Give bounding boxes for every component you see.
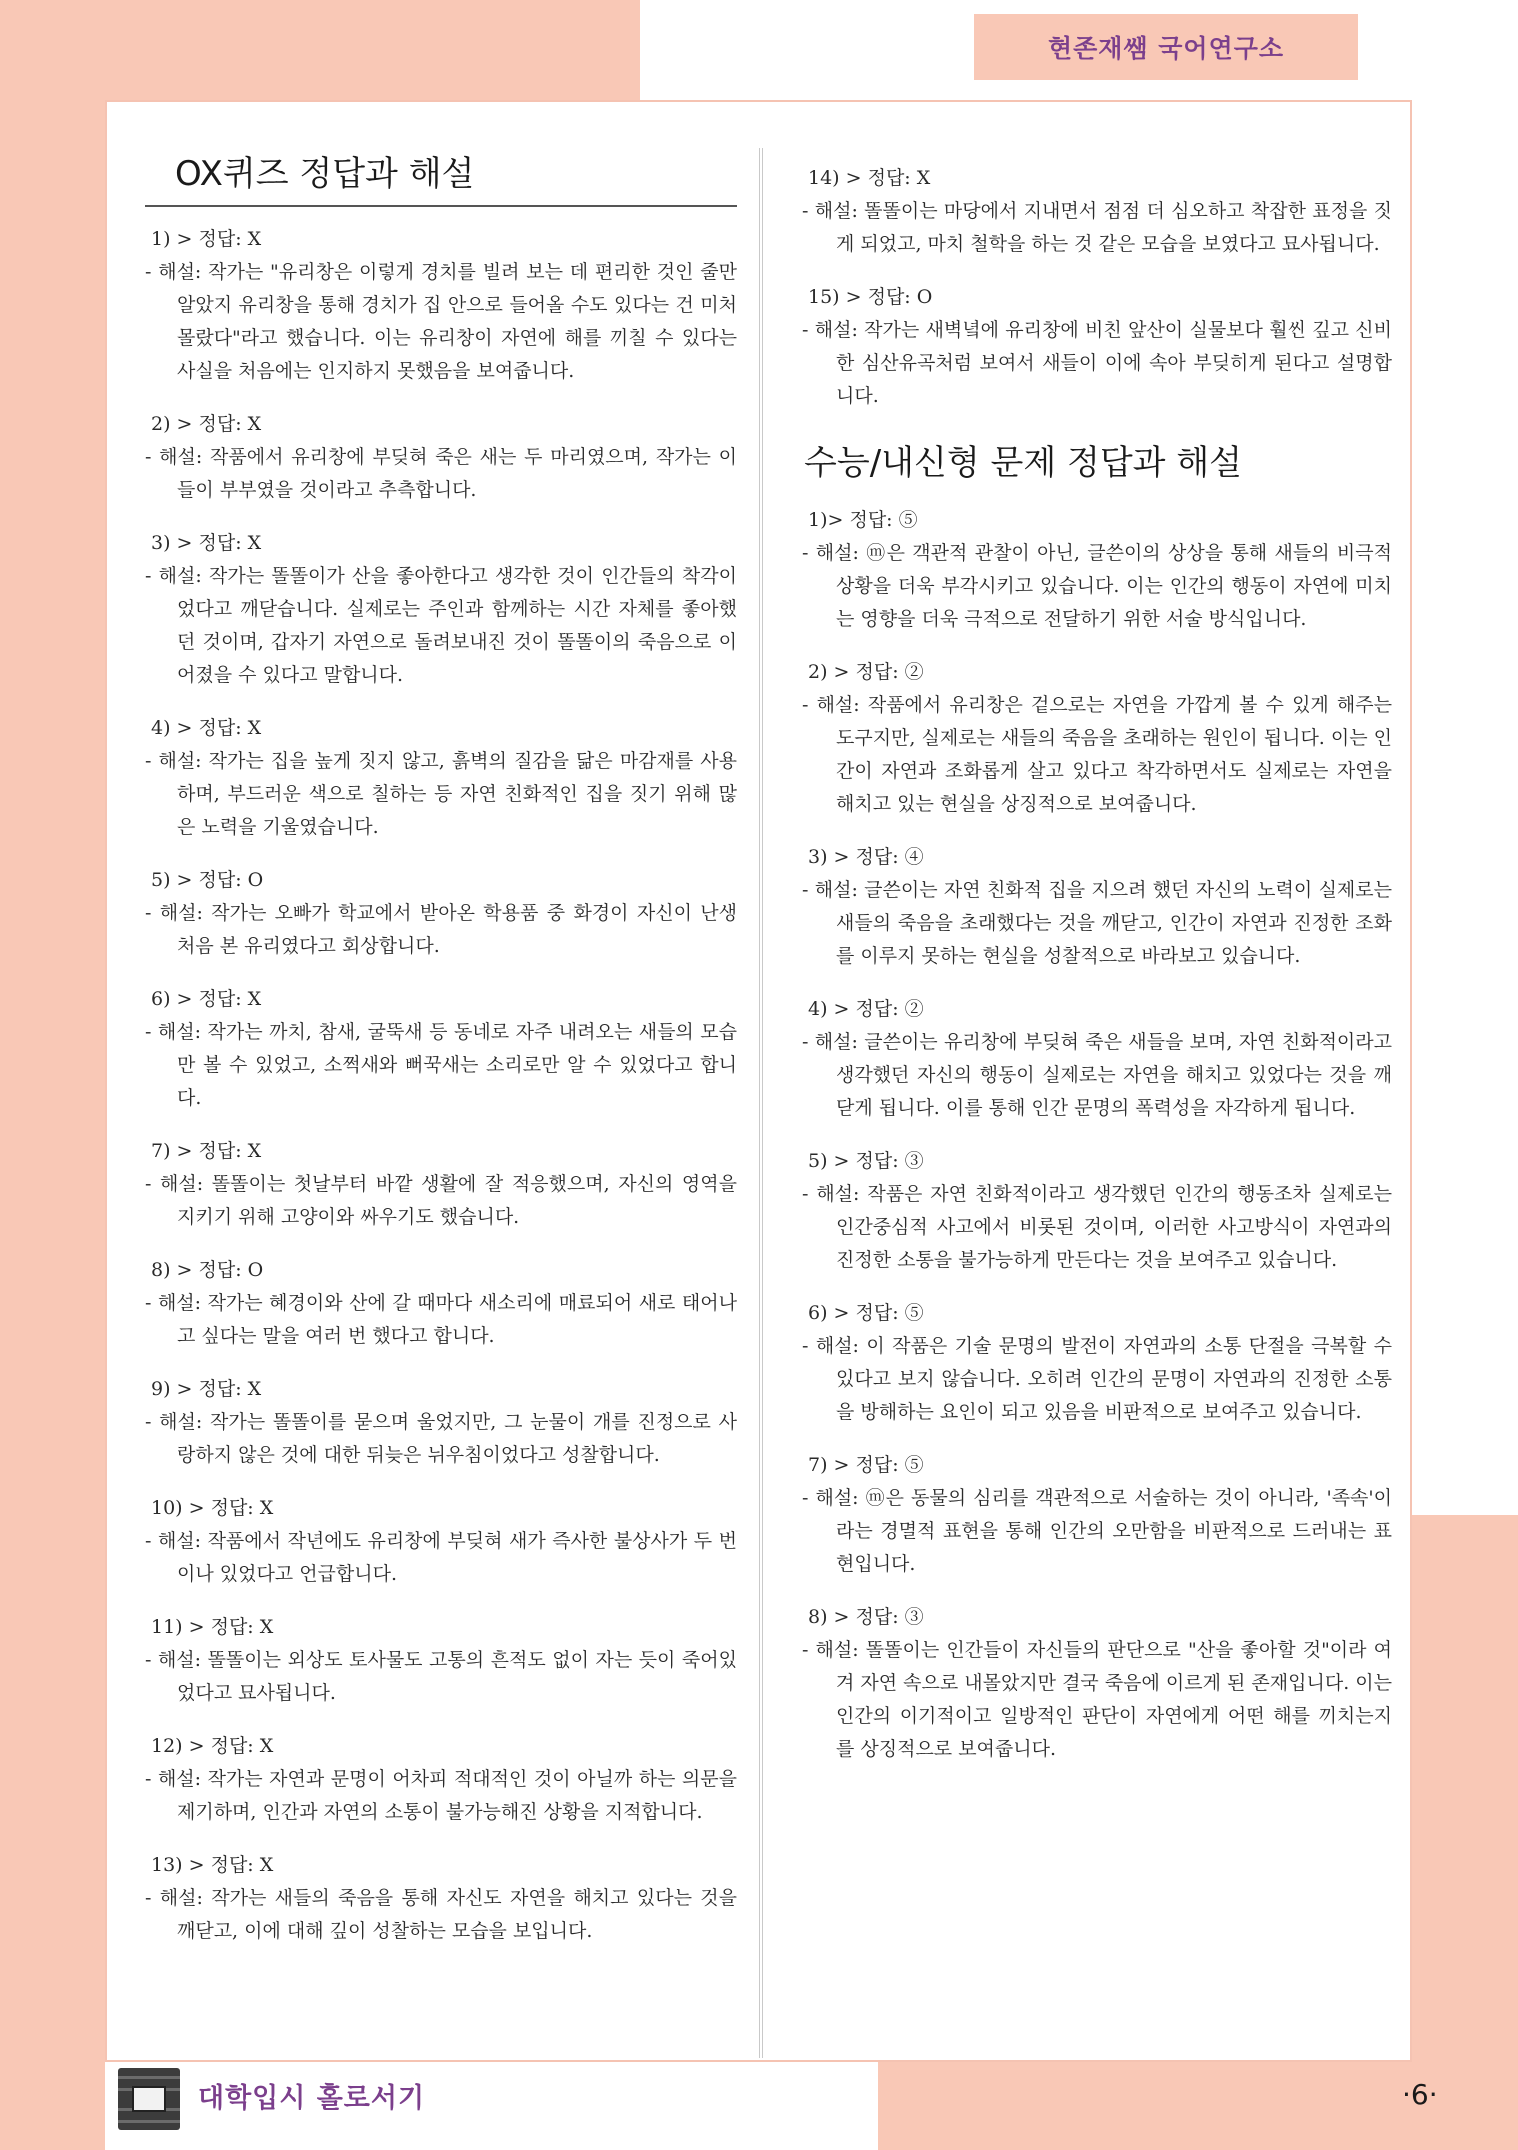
answer: 13) > 정답: X — [151, 1854, 274, 1876]
ox-item-2 — [145, 408, 737, 507]
decor-left-band — [0, 0, 105, 2150]
exam-item-1 — [802, 504, 1392, 636]
ox-item-6 — [145, 983, 737, 1115]
explanation: - 해설: 똘똘이는 외상도 토사물도 고통의 흔적도 없이 자는 듯이 죽어있었다고 묘사됩니다. — [145, 1649, 737, 1704]
exam-item-4 — [802, 993, 1392, 1125]
explanation: - 해설: 작가는 까치, 참새, 굴뚝새 등 동네로 자주 내려오는 새들의 모습만 볼 수 있었고, 소쩍새와 뻐꾹새는 소리로만 알 수 있었다고 합니다. — [145, 1021, 737, 1109]
explanation: - 해설: 작가는 새들의 죽음을 통해 자신도 자연을 해치고 있다는 것을 깨닫고, 이에 대해 깊이 성찰하는 모습을 보입니다. — [145, 1887, 737, 1942]
ox-item-13 — [145, 1849, 737, 1948]
decor-right-block — [1400, 1515, 1518, 2150]
answer: 5) > 정답: ③ — [808, 1150, 924, 1172]
answer: 6) > 정답: ⑤ — [808, 1302, 924, 1324]
ox-item-7 — [145, 1135, 737, 1234]
answer: 8) > 정답: ③ — [808, 1606, 924, 1628]
explanation: - 해설: 똘똘이는 마당에서 지내면서 점점 더 심오하고 착잡한 표정을 짓게 되었고, 마치 철학을 하는 것 같은 모습을 보였다고 묘사됩니다. — [802, 200, 1392, 255]
brand-logo-icon — [118, 2068, 180, 2130]
ox-item-12 — [145, 1730, 737, 1829]
explanation: - 해설: 작가는 혜경이와 산에 갈 때마다 새소리에 매료되어 새로 태어나고 싶다는 말을 여러 번 했다고 합니다. — [145, 1292, 737, 1347]
right-column — [802, 102, 1392, 1786]
ox-item-5 — [145, 864, 737, 963]
explanation: - 해설: 글쓴이는 자연 친화적 집을 지으려 했던 자신의 노력이 실제로는 새들의 죽음을 초래했다는 것을 깨닫고, 인간이 자연과 진정한 조화를 이루지 못하는 현실을 성찰적으로 바라보고 있습니다. — [802, 879, 1392, 967]
exam-item-2 — [802, 656, 1392, 821]
explanation: - 해설: 이 작품은 기술 문명의 발전이 자연과의 소통 단절을 극복할 수 있다고 보지 않습니다. 오히려 인간의 문명이 자연과의 진정한 소통을 방해하는 요인이 되고 있음을 비판적으로 보여주고 있습니다. — [802, 1335, 1392, 1423]
explanation: - 해설: 작가는 자연과 문명이 어차피 적대적인 것이 아닐까 하는 의문을 제기하며, 인간과 자연의 소통이 불가능해진 상황을 지적합니다. — [145, 1768, 737, 1823]
exam-item-7 — [802, 1449, 1392, 1581]
answer: 2) > 정답: X — [151, 413, 262, 435]
answer: 8) > 정답: O — [151, 1259, 264, 1281]
ox-item-11 — [145, 1611, 737, 1710]
explanation: - 해설: 작가는 집을 높게 짓지 않고, 흙벽의 질감을 닮은 마감재를 사용하며, 부드러운 색으로 칠하는 등 자연 친화적인 집을 짓기 위해 많은 노력을 기울였습니다. — [145, 750, 737, 838]
explanation: - 해설: 작가는 똘똘이를 묻으며 울었지만, 그 눈물이 개를 진정으로 사랑하지 않은 것에 대한 뒤늦은 뉘우침이었다고 성찰합니다. — [145, 1411, 737, 1466]
exam-item-5 — [802, 1145, 1392, 1277]
left-column — [145, 102, 737, 1968]
exam-item-8 — [802, 1601, 1392, 1766]
page-number: ·6· — [1402, 2078, 1438, 2111]
ox-item-14 — [802, 162, 1392, 261]
explanation: - 해설: 글쓴이는 유리창에 부딪혀 죽은 새들을 보며, 자연 친화적이라고 생각했던 자신의 행동이 실제로는 자연을 해치고 있었다는 것을 깨닫게 됩니다. 이를 통해 인간 문명의 폭력성을 자각하게 됩니다. — [802, 1031, 1392, 1119]
ox-item-3 — [145, 527, 737, 692]
answer: 2) > 정답: ② — [808, 661, 924, 683]
column-divider — [759, 148, 763, 2058]
answer: 1) > 정답: X — [151, 228, 262, 250]
answer: 9) > 정답: X — [151, 1378, 262, 1400]
answer: 11) > 정답: X — [151, 1616, 274, 1638]
explanation: - 해설: 작가는 새벽녘에 유리창에 비친 앞산이 실물보다 훨씬 깊고 신비한 심산유곡처럼 보여서 새들이 이에 속아 부딪히게 된다고 설명합니다. — [802, 319, 1392, 407]
answer: 10) > 정답: X — [151, 1497, 274, 1519]
answer: 4) > 정답: ② — [808, 998, 924, 1020]
answer: 14) > 정답: X — [808, 167, 931, 189]
answer: 1)> 정답: ⑤ — [808, 509, 918, 531]
explanation: - 해설: 작품은 자연 친화적이라고 생각했던 인간의 행동조차 실제로는 인간중심적 사고에서 비롯된 것이며, 이러한 사고방식이 자연과의 진정한 소통을 불가능하게 만든다는 것을 보여주고 있습니다. — [802, 1183, 1392, 1271]
ox-item-8 — [145, 1254, 737, 1353]
answer: 12) > 정답: X — [151, 1735, 274, 1757]
ox-item-1 — [145, 223, 737, 388]
explanation: - 해설: 작가는 똘똘이가 산을 좋아한다고 생각한 것이 인간들의 착각이었다고 깨닫습니다. 실제로는 주인과 함께하는 시간 자체를 좋아했던 것이며, 갑자기 자연으로 돌려보내진 것이 똘똘이의 죽음으로 이어졌을 수 있다고 말합니다. — [145, 565, 737, 686]
decor-bottom-left-block — [0, 2062, 105, 2150]
explanation: - 해설: 작가는 "유리창은 이렇게 경치를 빌려 보는 데 편리한 것인 줄만 알았지 유리창을 통해 경치가 집 안으로 들어올 수도 있다는 건 미처 몰랐다"라고 했습니다. 이는 유리창이 자연에 해를 끼칠 수 있다는 사실을 처음에는 인지하지 못했음을 보여줍니다. — [145, 261, 737, 382]
ox-item-15 — [802, 281, 1392, 413]
explanation: - 해설: ⓜ은 동물의 심리를 객관적으로 서술하는 것이 아니라, '족속'이라는 경멸적 표현을 통해 인간의 오만함을 비판적으로 드러내는 표현입니다. — [802, 1487, 1392, 1575]
header-tag: 현존재쌤 국어연구소 — [974, 14, 1358, 80]
explanation: - 해설: ⓜ은 객관적 관찰이 아닌, 글쓴이의 상상을 통해 새들의 비극적 상황을 더욱 부각시키고 있습니다. 이는 인간의 행동이 자연에 미치는 영향을 더욱 극적으로 전달하기 위한 서술 방식입니다. — [802, 542, 1392, 630]
answer: 4) > 정답: X — [151, 717, 262, 739]
ox-quiz-title: OX퀴즈 정답과 해설 — [145, 102, 737, 207]
exam-item-3 — [802, 841, 1392, 973]
answer: 6) > 정답: X — [151, 988, 262, 1010]
explanation: - 해설: 작가는 오빠가 학교에서 받아온 학용품 중 화경이 자신이 난생 처음 본 유리였다고 회상합니다. — [145, 902, 737, 957]
ox-item-4 — [145, 712, 737, 844]
ox-item-9 — [145, 1373, 737, 1472]
answer: 3) > 정답: ④ — [808, 846, 924, 868]
explanation: - 해설: 작품에서 유리창에 부딪혀 죽은 새는 두 마리였으며, 작가는 이들이 부부였을 것이라고 추측합니다. — [145, 446, 737, 501]
answer: 7) > 정답: ⑤ — [808, 1454, 924, 1476]
answer: 5) > 정답: O — [151, 869, 264, 891]
explanation: - 해설: 작품에서 작년에도 유리창에 부딪혀 새가 즉사한 불상사가 두 번이나 있었다고 언급합니다. — [145, 1530, 737, 1585]
exam-item-6 — [802, 1297, 1392, 1429]
content-panel — [105, 100, 1412, 2062]
answer: 7) > 정답: X — [151, 1140, 262, 1162]
exam-questions-title: 수능/내신형 문제 정답과 해설 — [804, 443, 1243, 483]
footer-title: 대학입시 홀로서기 — [198, 2083, 426, 2114]
explanation: - 해설: 똘똘이는 첫날부터 바깥 생활에 잘 적응했으며, 자신의 영역을 지키기 위해 고양이와 싸우기도 했습니다. — [145, 1173, 737, 1228]
ox-item-10 — [145, 1492, 737, 1591]
answer: 15) > 정답: O — [808, 286, 933, 308]
answer: 3) > 정답: X — [151, 532, 262, 554]
explanation: - 해설: 작품에서 유리창은 겉으로는 자연을 가깝게 볼 수 있게 해주는 도구지만, 실제로는 새들의 죽음을 초래하는 원인이 됩니다. 이는 인간이 자연과 조화롭게 살고 있다고 착각하면서도 실제로는 자연을 해치고 있는 현실을 상징적으로 보여줍니다. — [802, 694, 1392, 815]
explanation: - 해설: 똘똘이는 인간들이 자신들의 판단으로 "산을 좋아할 것"이라 여겨 자연 속으로 내몰았지만 결국 죽음에 이르게 된 존재입니다. 이는 인간의 이기적이고 일방적인 판단이 자연에게 어떤 해를 끼치는지를 상징적으로 보여줍니다. — [802, 1639, 1392, 1760]
